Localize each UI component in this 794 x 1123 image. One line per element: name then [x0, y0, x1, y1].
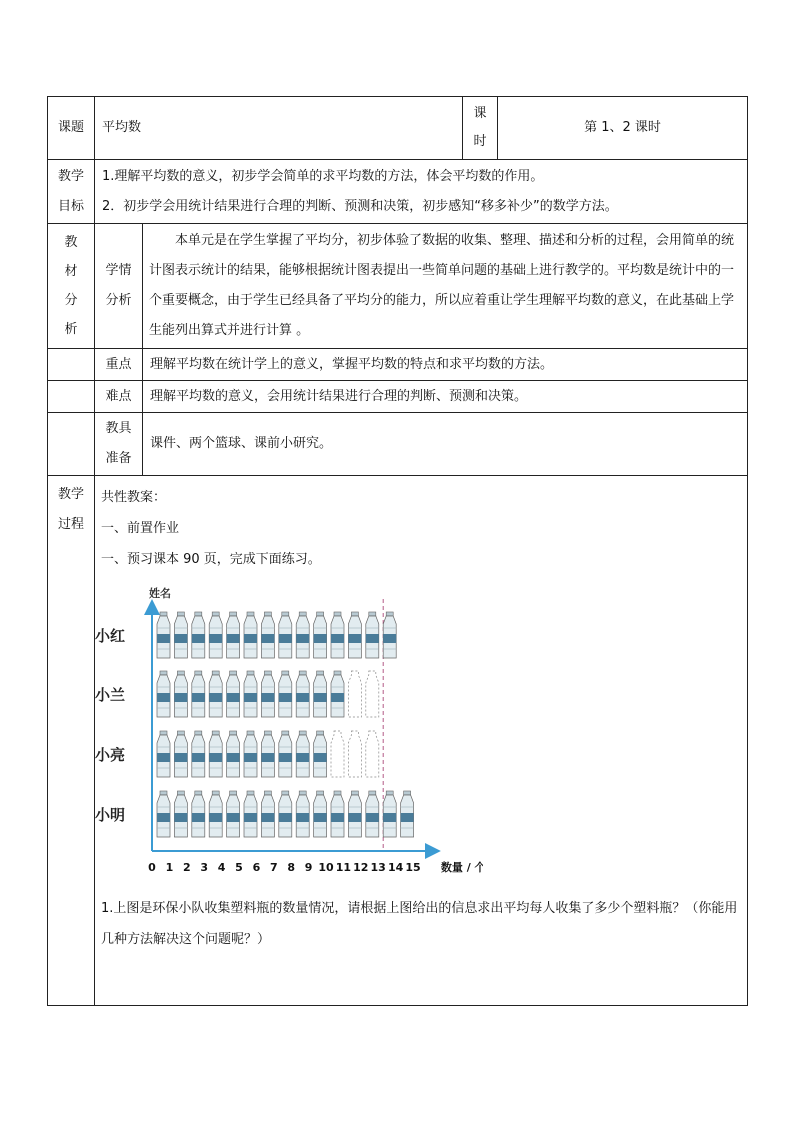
bottle-icon [279, 671, 292, 717]
bottle-cap [177, 791, 184, 795]
period-label [463, 97, 498, 160]
bottle-outline-path [366, 671, 379, 717]
bottle-icon [244, 731, 257, 777]
bottle-cap [264, 731, 271, 735]
bottle-outline-path [331, 731, 344, 777]
bottle-label [331, 693, 344, 702]
bottle-label [314, 693, 327, 702]
bottle-cap [195, 791, 202, 795]
empty-bottle-outline [366, 671, 379, 717]
bottle-icon [366, 612, 379, 658]
bottle-label [261, 753, 274, 762]
goals-row [48, 160, 748, 224]
x-tick-label: 1 [165, 861, 174, 874]
bottle-label [261, 693, 274, 702]
process-label-2: 过程 [57, 517, 84, 532]
bottle-label [383, 634, 396, 643]
bottle-label [279, 634, 292, 643]
bottle-cap [264, 671, 271, 675]
bottle-cap [212, 731, 219, 735]
bottle-icon [296, 731, 309, 777]
bottle-label [331, 813, 344, 822]
analysis-char-3: 分 [64, 293, 78, 308]
bottle-label [192, 634, 205, 643]
row-label-3: 小明 [95, 806, 126, 824]
bottle-cap [369, 791, 376, 795]
bottle-label [401, 813, 414, 822]
bottle-icon [244, 791, 257, 837]
bottle-label [279, 813, 292, 822]
bottle-icon [314, 791, 327, 837]
bottle-label [157, 813, 170, 822]
process-label-1: 教学 [57, 487, 84, 502]
bottle-label [279, 693, 292, 702]
x-axis-title: 数量 / 个 [440, 861, 483, 874]
bottle-cap [282, 671, 289, 675]
bottle-cap [317, 671, 324, 675]
bottle-cap [334, 671, 341, 675]
bottle-icon [209, 731, 222, 777]
bottle-cap [299, 791, 306, 795]
bottle-cap [386, 612, 393, 616]
bottle-label [261, 634, 274, 643]
bottle-cap [264, 612, 271, 616]
x-tick-label: 14 [387, 861, 404, 874]
bottle-cap [230, 791, 237, 795]
bottle-label [244, 634, 257, 643]
bottle-cap [386, 791, 393, 795]
process-line-1: 共性教案： [101, 490, 167, 505]
bottle-icon [227, 791, 240, 837]
bottle-label [383, 813, 396, 822]
goal-line-1: 1.理解平均数的意义，初步学会简单的求平均数的方法，体会平均数的作用。 [102, 168, 544, 184]
bottle-chart [93, 581, 483, 881]
bottle-cap [299, 731, 306, 735]
period-value: 第 1、2 课时 [498, 97, 748, 160]
bottle-icon [192, 731, 205, 777]
bottle-label [348, 813, 361, 822]
topic-label: 课题 [48, 97, 95, 160]
empty-bottle-outline [331, 731, 344, 777]
key-point-row [48, 349, 748, 381]
bottle-cap [264, 791, 271, 795]
bottle-icon [209, 612, 222, 658]
bottle-cap [195, 671, 202, 675]
row-label-0: 小红 [95, 627, 126, 645]
bottle-label [331, 634, 344, 643]
bottle-cap [160, 671, 167, 675]
bottle-icon [296, 612, 309, 658]
difficulty-spacer [48, 381, 95, 413]
goals-label-1: 教学 [57, 168, 84, 184]
bottle-cap [212, 671, 219, 675]
bottle-label [244, 753, 257, 762]
bottle-icon [296, 671, 309, 717]
bottle-label [192, 813, 205, 822]
bottle-icon [174, 731, 187, 777]
bottle-label [296, 634, 309, 643]
bottle-icon [383, 791, 396, 837]
analysis-char-1: 教 [64, 235, 78, 250]
x-tick-label: 12 [353, 861, 369, 874]
topic-value: 平均数 [95, 97, 463, 160]
bottle-cap [317, 612, 324, 616]
bottle-cap [299, 671, 306, 675]
bottle-icon [244, 612, 257, 658]
x-tick-label: 4 [217, 861, 226, 874]
bottle-icon [348, 791, 361, 837]
bottle-cap [334, 612, 341, 616]
bottle-icon [383, 612, 396, 658]
bottle-icon [279, 791, 292, 837]
bottle-label [348, 634, 361, 643]
bottle-label [296, 693, 309, 702]
bottle-icon [227, 612, 240, 658]
bottle-cap [195, 612, 202, 616]
period-label-2: 时 [473, 134, 487, 149]
x-tick-label: 5 [235, 861, 243, 874]
key-point-text: 理解平均数在统计学上的意义，掌握平均数的特点和求平均数的方法。 [143, 349, 748, 381]
bottle-label [261, 813, 274, 822]
bottle-icon [314, 731, 327, 777]
bottle-cap [247, 671, 254, 675]
bottle-label [174, 753, 187, 762]
bottle-cap [317, 731, 324, 735]
bottle-label [174, 634, 187, 643]
bottle-icon [192, 791, 205, 837]
difficulty-text: 理解平均数的意义，会用统计结果进行合理的判断、预测和决策。 [143, 381, 748, 413]
bottle-label [192, 753, 205, 762]
bottle-label [296, 753, 309, 762]
goals-content [95, 160, 748, 224]
bottle-cap [351, 612, 358, 616]
bottle-outline-path [348, 731, 361, 777]
goals-label-2: 目标 [57, 198, 84, 214]
bottle-icon [227, 731, 240, 777]
bottle-cap [282, 731, 289, 735]
bottle-icon [261, 612, 274, 658]
analysis-row [48, 224, 748, 349]
bottle-cap [160, 612, 167, 616]
bottle-icon [348, 612, 361, 658]
process-row [48, 476, 748, 1006]
analysis-text [143, 224, 748, 349]
bottle-icon [314, 612, 327, 658]
bottle-icon [366, 791, 379, 837]
bottle-icon [209, 671, 222, 717]
bottle-cap [247, 612, 254, 616]
bottle-icon [279, 612, 292, 658]
bottle-outline-path [366, 731, 379, 777]
bottle-label [157, 634, 170, 643]
bottle-cap [230, 671, 237, 675]
bottle-label [244, 813, 257, 822]
bottle-cap [299, 612, 306, 616]
tools-label-2: 准备 [105, 451, 132, 466]
bottle-label [209, 753, 222, 762]
bottle-label [209, 693, 222, 702]
tools-text: 课件、两个篮球、课前小研究。 [143, 413, 748, 476]
x-tick-label: 0 [148, 861, 156, 874]
bottle-label [209, 634, 222, 643]
x-tick-label: 10 [318, 861, 334, 874]
analysis-sub-label [95, 224, 143, 349]
bottle-label [279, 753, 292, 762]
process-line-2: 一、前置作业 [101, 521, 180, 536]
process-content [95, 476, 748, 1006]
bottle-label [192, 693, 205, 702]
bottle-icon [174, 671, 187, 717]
analysis-char-2: 材 [64, 264, 78, 279]
bottle-cap [334, 791, 341, 795]
bottle-label [366, 634, 379, 643]
bottle-cap [282, 791, 289, 795]
bottle-label [314, 634, 327, 643]
x-tick-label: 9 [304, 861, 313, 874]
bottle-cap [351, 791, 358, 795]
bottle-icon [261, 791, 274, 837]
bottle-label [227, 813, 240, 822]
lesson-plan-table [47, 96, 748, 1006]
bottle-icon [261, 671, 274, 717]
bottle-icon [157, 731, 170, 777]
process-line-3: 一、预习课本 90 页，完成下面练习。 [101, 552, 321, 567]
bottle-label [314, 813, 327, 822]
x-tick-label: 11 [335, 861, 352, 874]
process-label [48, 476, 95, 1006]
bottle-outline-path [348, 671, 361, 717]
bottle-label [174, 693, 187, 702]
analysis-sub-label-1: 学情 [105, 263, 132, 278]
x-tick-label: 3 [200, 861, 209, 874]
bottle-label [244, 693, 257, 702]
x-tick-label: 15 [405, 861, 421, 874]
goals-label [48, 160, 95, 224]
bottle-icon [296, 791, 309, 837]
row-label-1: 小兰 [95, 686, 126, 704]
bottle-cap [177, 671, 184, 675]
bottle-label [227, 634, 240, 643]
empty-bottle-outline [348, 671, 361, 717]
empty-bottle-outline [366, 731, 379, 777]
bottle-label [366, 813, 379, 822]
analysis-sub-label-2: 分析 [105, 293, 132, 308]
tools-row [48, 413, 748, 476]
bottle-icon [401, 791, 414, 837]
bottle-icon [209, 791, 222, 837]
bottle-label [227, 753, 240, 762]
bottle-icon [331, 791, 344, 837]
bottle-icon [157, 671, 170, 717]
question-text: 1.上图是环保小队收集塑料瓶的数量情况，请根据上图给出的信息求出平均每人收集了多少个塑料瓶？（你能用几种方法解决这个问题呢？） [101, 901, 738, 947]
bottle-icon [279, 731, 292, 777]
bottle-cap [404, 791, 411, 795]
bottle-cap [369, 612, 376, 616]
key-point-spacer [48, 349, 95, 381]
bottle-label [209, 813, 222, 822]
bottle-cap [230, 612, 237, 616]
bottle-cap [282, 612, 289, 616]
bottle-label [157, 693, 170, 702]
bottle-icon [244, 671, 257, 717]
bottle-cap [177, 731, 184, 735]
difficulty-label: 难点 [95, 381, 143, 413]
bottle-label [174, 813, 187, 822]
bottle-icon [157, 612, 170, 658]
y-axis-title: 姓名 [149, 587, 171, 600]
x-tick-label: 6 [252, 861, 261, 874]
bottle-cap [195, 731, 202, 735]
bottle-chart-container [93, 581, 483, 881]
goal-line-2: 2．初步学会用统计结果进行合理的判断、预测和决策，初步感知“移多补少”的数学方法。 [102, 198, 618, 214]
analysis-paragraph: 本单元是在学生掌握了平均分，初步体验了数据的收集、整理、描述和分析的过程，会用简单的统计图表示统计的结果，能够根据统计图表提出一些简单问题的基础上进行教学的。平均数是统计中的一个重要概念，由于学生已经具备了平均分的能力，所以应着重让学生理解平均数的意义，在此基础上学生能列出算式并进行计算 。 [149, 233, 735, 338]
bottle-icon [261, 731, 274, 777]
empty-bottle-outline [348, 731, 361, 777]
x-tick-label: 7 [269, 861, 278, 874]
analysis-char-4: 析 [64, 322, 78, 337]
bottle-cap [212, 612, 219, 616]
x-tick-label: 8 [287, 861, 296, 874]
bottle-icon [331, 612, 344, 658]
bottle-icon [174, 791, 187, 837]
row-label-2: 小亮 [95, 746, 126, 764]
bottle-icon [192, 671, 205, 717]
bottle-cap [317, 791, 324, 795]
bottle-icon [174, 612, 187, 658]
bottle-icon [331, 671, 344, 717]
bottle-cap [247, 791, 254, 795]
bottle-icon [157, 791, 170, 837]
bottle-cap [212, 791, 219, 795]
bottle-icon [314, 671, 327, 717]
bottle-cap [247, 731, 254, 735]
key-point-label: 重点 [95, 349, 143, 381]
bottle-icon [192, 612, 205, 658]
bottle-cap [160, 731, 167, 735]
bottle-label [157, 753, 170, 762]
bottle-label [314, 753, 327, 762]
bottle-cap [160, 791, 167, 795]
bottle-label [227, 693, 240, 702]
analysis-section-label [48, 224, 95, 349]
tools-label [95, 413, 143, 476]
x-tick-label: 2 [182, 861, 191, 874]
bottle-cap [177, 612, 184, 616]
difficulty-row [48, 381, 748, 413]
header-row [48, 97, 748, 160]
period-label-1: 课 [473, 106, 487, 121]
x-tick-label: 13 [370, 861, 386, 874]
bottle-label [296, 813, 309, 822]
tools-spacer [48, 413, 95, 476]
bottle-cap [230, 731, 237, 735]
bottle-icon [227, 671, 240, 717]
tools-label-1: 教具 [105, 421, 132, 436]
